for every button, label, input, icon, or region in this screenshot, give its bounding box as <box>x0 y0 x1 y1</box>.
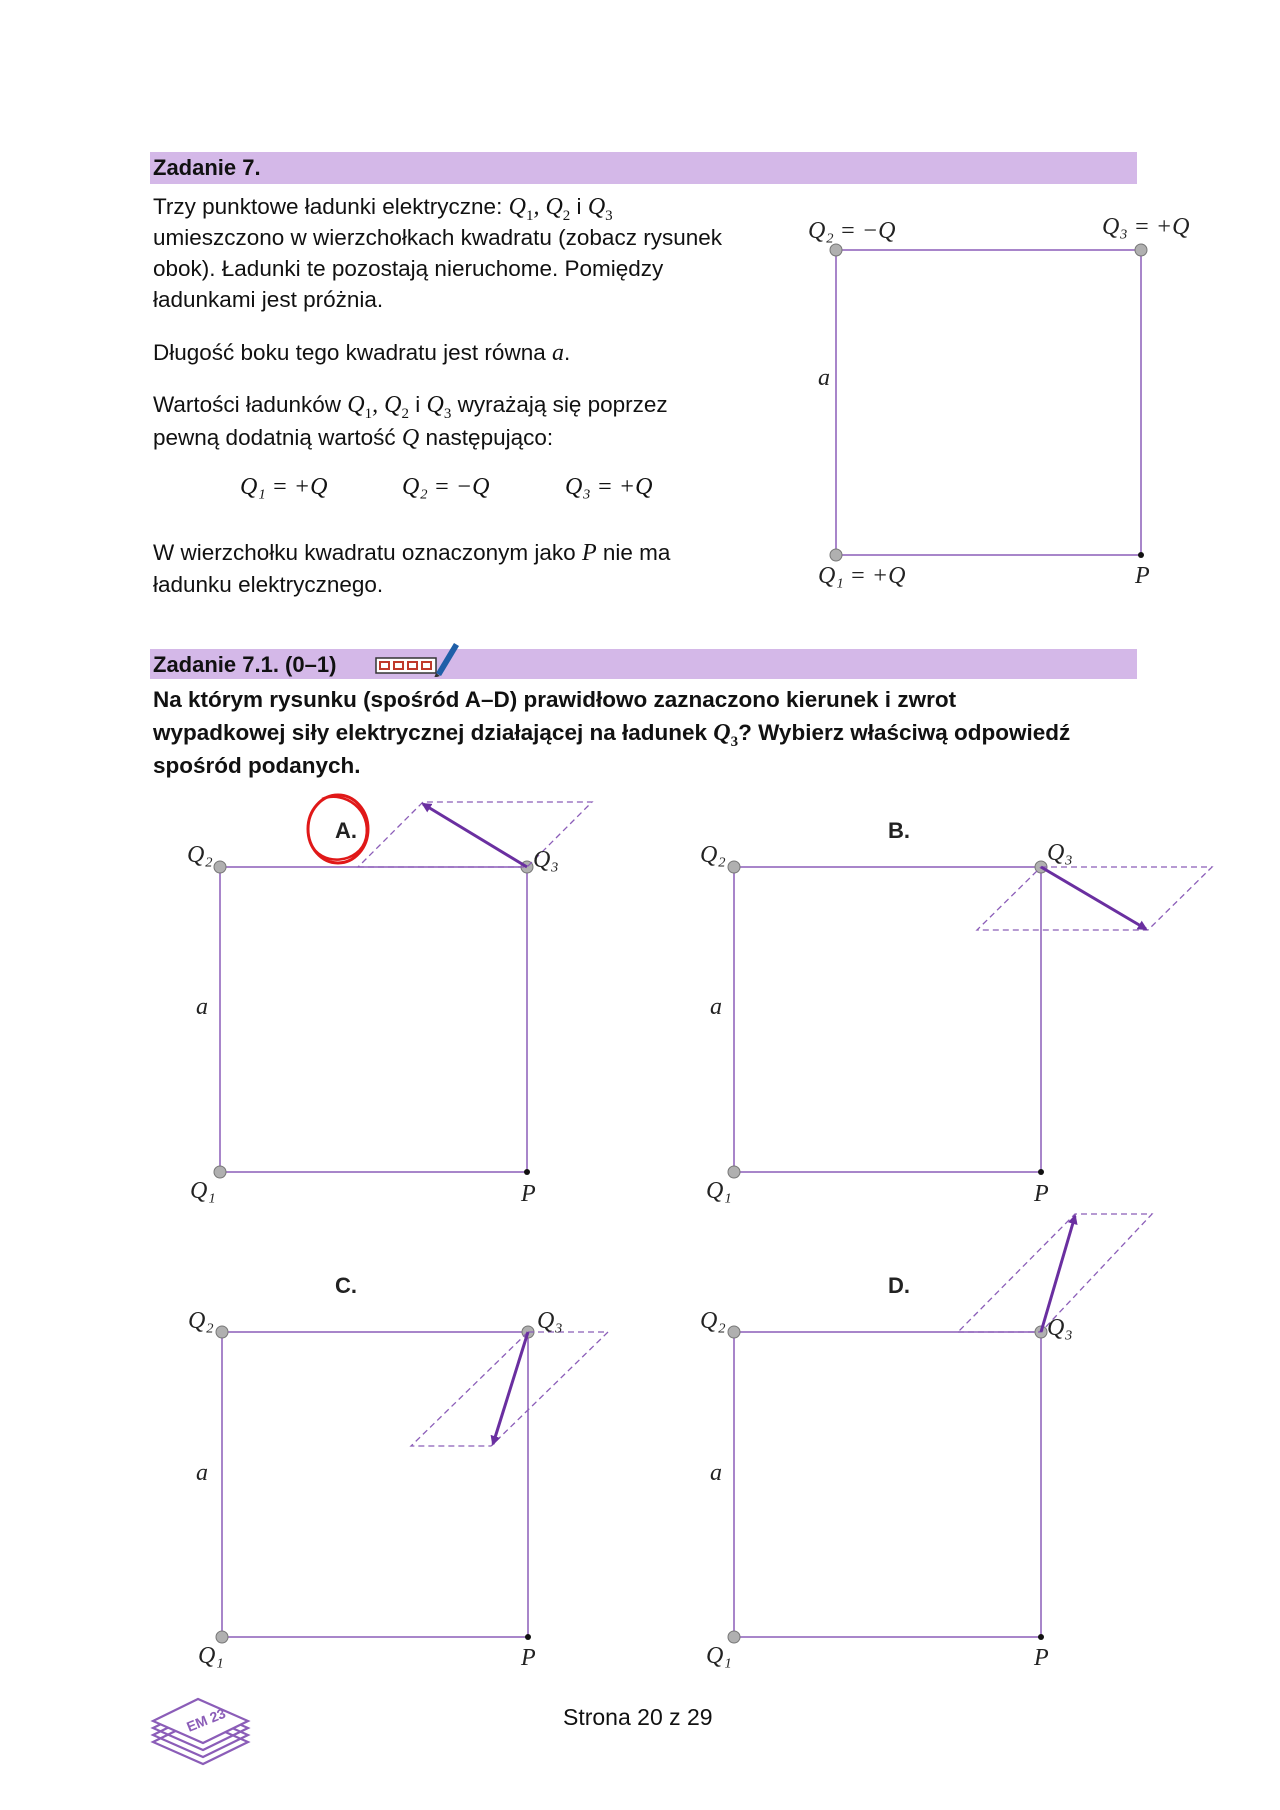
option-a-q2-dot <box>214 861 226 873</box>
option-a-q1-label: Q₁ <box>190 1178 216 1204</box>
option-b-q2-dot <box>728 861 740 873</box>
option-a-label: A. <box>335 818 357 843</box>
option-c[interactable] <box>188 1273 608 1671</box>
option-d-q1-dot <box>728 1631 740 1643</box>
option-c-label: C. <box>335 1273 357 1298</box>
logo-text: EM 23 <box>184 1704 228 1735</box>
task-title: Zadanie 7. <box>153 155 261 180</box>
option-c-q2-dot <box>216 1326 228 1338</box>
charge-q1-dot <box>830 549 842 561</box>
task-intro-line-2: umieszczono w wierzchołkach kwadratu (zobacz rysunek <box>153 225 722 250</box>
question-line-1: Na którym rysunku (spośród A–D) prawidłowo zaznaczono kierunek i zwrot <box>153 687 957 712</box>
option-a-force-arrow <box>423 804 527 867</box>
option-a-p-dot <box>524 1169 530 1175</box>
main-q2-label: Q₂ = −Q <box>808 218 896 244</box>
option-a-a-label: a <box>196 994 208 1020</box>
difficulty-icon <box>374 637 459 677</box>
option-b-q1-dot <box>728 1166 740 1178</box>
option-b-q1-label: Q₁ <box>706 1178 732 1204</box>
question-line-3: spośród podanych. <box>153 753 361 778</box>
option-d[interactable] <box>700 1214 1152 1671</box>
charge-q3-dot <box>1135 244 1147 256</box>
answer-options <box>0 780 1280 1680</box>
option-a-p-label: P <box>521 1181 536 1207</box>
main-square <box>836 250 1141 555</box>
main-square-figure <box>780 200 1220 600</box>
em-logo <box>148 1690 258 1770</box>
task-values-line-1: Wartości ładunków $Q_1$, $Q_2$ i $Q_3$ wyrażają się poprzez <box>153 392 668 422</box>
option-a-q2-label: Q₂ <box>187 842 213 868</box>
option-b-p-label: P <box>1034 1181 1049 1207</box>
option-c-p-dot <box>525 1634 531 1640</box>
task-p-line-2: ładunku elektrycznego. <box>153 572 384 597</box>
main-a-label: a <box>818 365 830 391</box>
equation-q1: Q₁ = +Q <box>240 474 328 500</box>
question-line-2: wypadkowej siły elektrycznej działającej na ładunek $Q_3$? Wybierz właściwą odpowiedź <box>153 720 1071 750</box>
subtask-title: Zadanie 7.1. (0–1) <box>153 652 337 677</box>
option-c-p-label: P <box>521 1645 536 1671</box>
option-d-a-label: a <box>710 1460 722 1486</box>
task-values-line-2: pewną dodatnią wartość Q następująco: <box>153 425 554 451</box>
option-d-label: D. <box>888 1273 910 1298</box>
task-header-bar <box>150 152 1137 184</box>
equation-q2: Q₂ = −Q <box>402 474 490 500</box>
option-c-q1-label: Q₁ <box>198 1643 224 1669</box>
option-d-q3-label: Q₃ <box>1047 1315 1073 1341</box>
option-b-label: B. <box>888 818 910 843</box>
main-q3-label: Q₃ = +Q <box>1102 214 1190 240</box>
option-b[interactable] <box>700 818 1212 1207</box>
main-q1-label: Q₁ = +Q <box>818 563 906 589</box>
task-p-line-1: W wierzchołku kwadratu oznaczonym jako P nie ma <box>153 540 671 566</box>
option-d-p-dot <box>1038 1634 1044 1640</box>
option-b-a-label: a <box>710 994 722 1020</box>
equation-q3: Q₃ = +Q <box>565 474 653 500</box>
main-p-label: P <box>1135 563 1150 589</box>
option-c-q2-label: Q₂ <box>188 1308 214 1334</box>
task-intro-line-3: obok). Ładunki te pozostają nieruchome. Pomiędzy <box>153 256 664 281</box>
option-d-q2-label: Q₂ <box>700 1308 726 1334</box>
option-a-q1-dot <box>214 1166 226 1178</box>
option-d-q2-dot <box>728 1326 740 1338</box>
option-d-q1-label: Q₁ <box>706 1643 732 1669</box>
option-a[interactable] <box>187 795 592 1207</box>
point-p-dot <box>1138 552 1144 558</box>
option-b-q3-label: Q₃ <box>1047 840 1073 866</box>
task-side-length: Długość boku tego kwadratu jest równa a. <box>153 340 571 366</box>
task-intro-line-4: ładunkami jest próżnia. <box>153 287 384 312</box>
option-b-force-arrow <box>1041 867 1146 929</box>
option-c-q1-dot <box>216 1631 228 1643</box>
option-a-q3-label: Q₃ <box>533 847 559 873</box>
option-c-q3-label: Q₃ <box>537 1308 563 1334</box>
option-b-p-dot <box>1038 1169 1044 1175</box>
option-b-q2-label: Q₂ <box>700 842 726 868</box>
option-c-a-label: a <box>196 1460 208 1486</box>
task-intro-line-1: Trzy punktowe ładunki elektryczne: $Q_1$, $Q_2$ i $Q_3$ <box>153 194 613 224</box>
charge-q2-dot <box>830 244 842 256</box>
pen-icon <box>436 643 459 676</box>
option-d-p-label: P <box>1034 1645 1049 1671</box>
page-number: Strona 20 z 29 <box>563 1704 713 1730</box>
